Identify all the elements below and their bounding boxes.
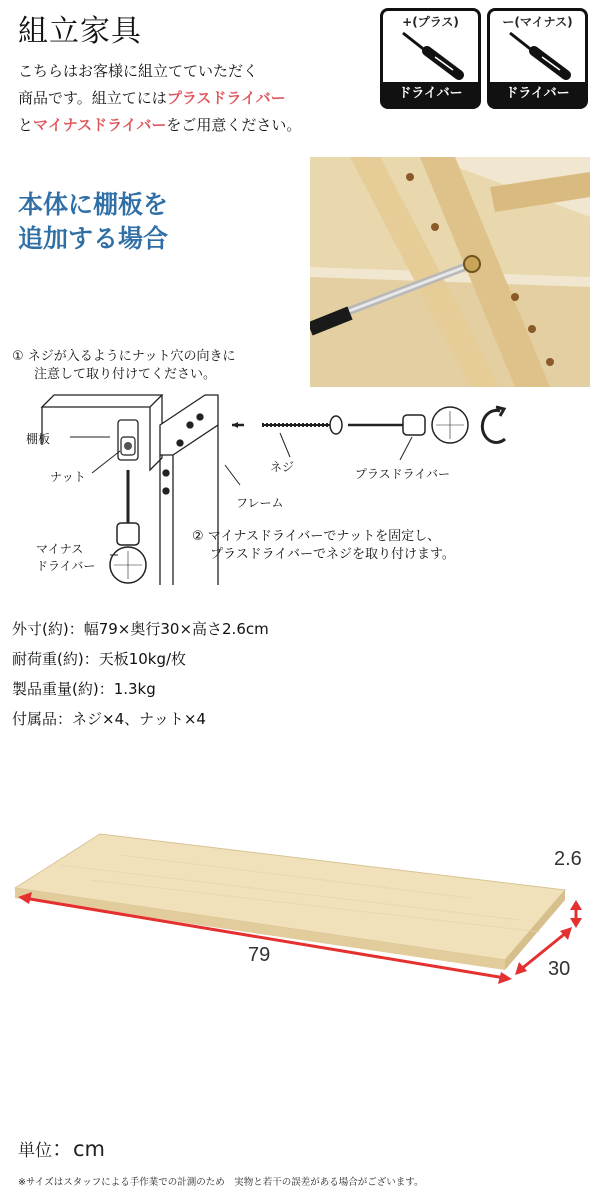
spec-outer-size: 外寸(約)：幅79×奥行30×高さ2.6cm [12, 620, 269, 638]
page-title: 組立家具 [18, 14, 142, 49]
footer-note: ※サイズはスタッフによる手作業での計測のため 実物と若干の誤差がある場合がございます。 [18, 1177, 424, 1188]
depth-dimension: 30 [548, 958, 571, 980]
shelf-label: 棚板 [26, 432, 51, 446]
section-heading-line-2: 追加する場合 [18, 224, 169, 253]
rotate-arrow-icon [482, 407, 505, 442]
spec-weight: 製品重量(約)：1.3kg [12, 680, 156, 698]
plus-driver-label: プラスドライバー [355, 467, 451, 481]
nut-icon [121, 437, 135, 455]
intro-line-3-pre: と [18, 116, 34, 134]
section-heading-line-1: 本体に棚板を [18, 190, 169, 219]
plus-driver-badge-bottom: ドライバー [383, 82, 478, 106]
plus-driver-icon [348, 407, 468, 443]
step-2-line-1: ② マイナスドライバーでナットを固定し、 [192, 529, 441, 544]
minus-driver-label [36, 541, 95, 575]
minus-driver-highlight: マイナスドライバー [33, 116, 167, 134]
minus-driver-badge-bottom: ドライバー [490, 82, 585, 106]
plus-driver-badge-top: +(プラス) [402, 15, 459, 29]
plus-driver-badge [380, 8, 481, 109]
intro-line-2-text: 商品です。組立てには [18, 89, 167, 107]
minus-driver-label-line-2: ドライバー [36, 559, 96, 573]
intro-line-3 [18, 112, 301, 139]
unit-label [18, 1133, 105, 1163]
shelf-dimension-illustration [0, 820, 600, 990]
nut-label: ナット [50, 470, 86, 484]
step-2-line-2: プラスドライバーでネジを取り付けます。 [210, 547, 455, 562]
screwdriver-icon [397, 29, 467, 81]
assembly-photo [310, 157, 590, 387]
step-1-line-1: ① ネジが入るようにナット穴の向きに [12, 349, 236, 364]
minus-driver-badge [487, 8, 588, 109]
unit-label-text: 単位 [18, 1141, 52, 1161]
frame-post [160, 395, 218, 585]
screwdriver-icon [504, 29, 574, 81]
plus-driver-highlight: プラスドライバー [166, 89, 286, 107]
intro-line-3-post: をご用意ください。 [166, 116, 302, 134]
screw-label: ネジ [270, 460, 295, 474]
intro-line-1: こちらはお客様に組立てていただく [18, 62, 259, 80]
step-1 [12, 348, 236, 384]
minus-driver-label-line-1: マイナス [36, 542, 84, 556]
minus-driver-badge-top: ー(マイナス) [502, 15, 573, 29]
frame-label: フレーム [236, 496, 284, 510]
intro-line-2 [18, 85, 301, 112]
shelf-board [42, 395, 162, 470]
section-heading [18, 188, 168, 256]
step-1-line-2: 注意して取り付けてください。 [34, 367, 217, 382]
height-arrow [570, 900, 582, 928]
spec-accessories: 付属品：ネジ×4、ナット×4 [12, 710, 206, 728]
spec-load-capacity: 耐荷重(約)：天板10kg/枚 [12, 650, 187, 668]
height-dimension: 2.6 [554, 848, 582, 870]
unit-value: ：cm [52, 1137, 106, 1161]
intro-text [18, 58, 301, 139]
minus-driver-icon [110, 470, 146, 583]
width-dimension: 79 [248, 944, 271, 966]
screw-icon [232, 416, 342, 434]
